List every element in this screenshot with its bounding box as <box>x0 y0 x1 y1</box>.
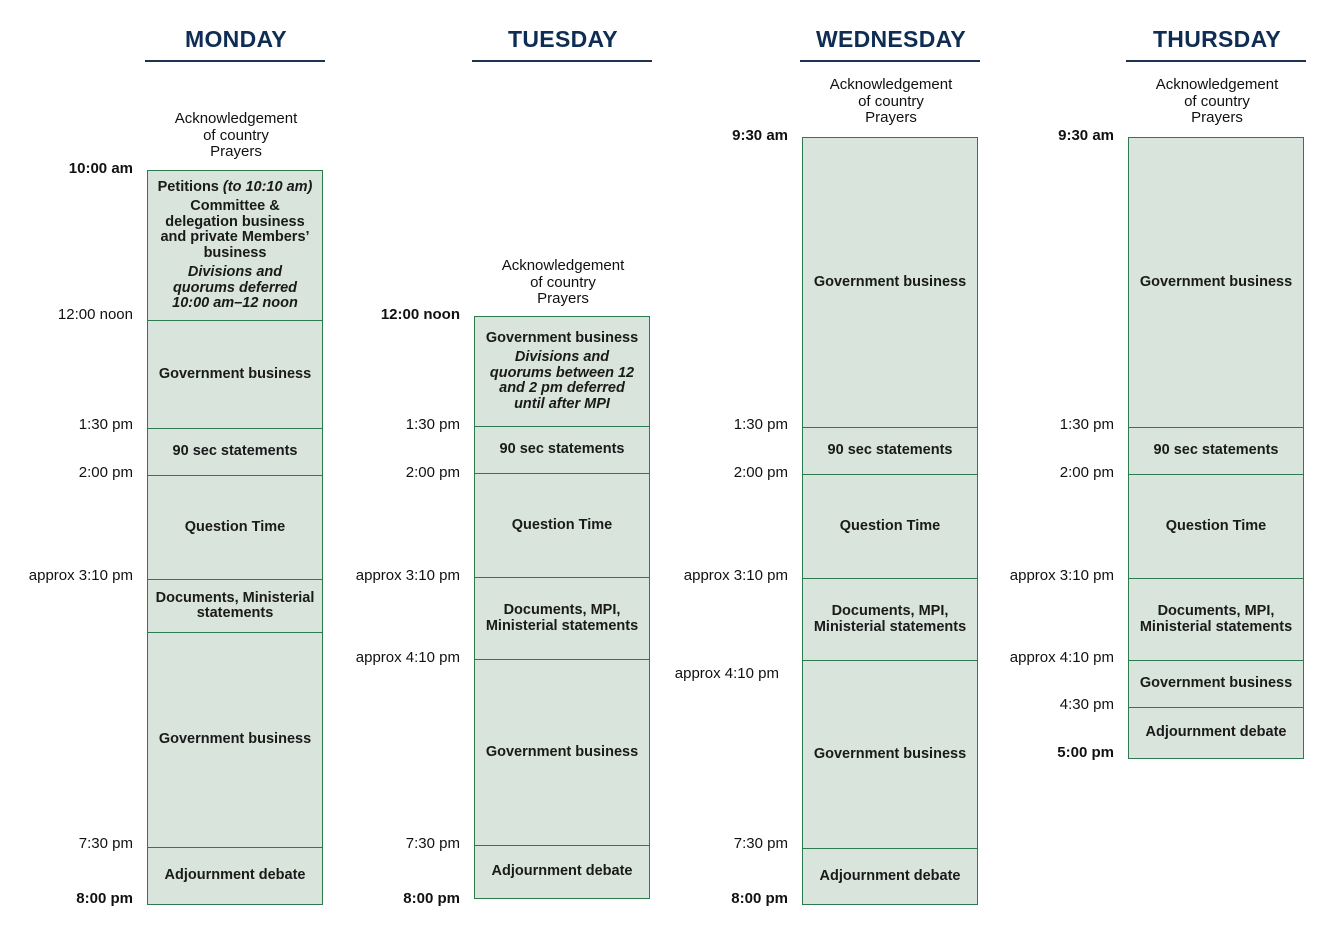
time-label: 2:00 pm <box>1059 464 1114 481</box>
monday-heading: MONDAY <box>185 26 287 52</box>
schedule-block <box>802 427 978 475</box>
block-text <box>810 604 970 635</box>
time-label: 1:30 pm <box>1059 416 1114 433</box>
opening-item: Acknowledgement <box>1155 76 1279 93</box>
thursday-heading: THURSDAY <box>1152 26 1282 52</box>
time-label: 2:00 pm <box>733 464 788 481</box>
block-text <box>155 199 315 261</box>
block-text-run: Government business <box>158 731 312 748</box>
block-text <box>482 350 642 412</box>
time-label: approx 4:10 pm <box>674 665 779 682</box>
block-text-run: Documents, MPI, Ministerial statements <box>1139 603 1293 635</box>
schedule-block <box>147 632 323 848</box>
block-text <box>155 591 315 622</box>
opening-item: of country <box>203 126 269 144</box>
opening-item: Prayers <box>1191 109 1243 126</box>
time-label: 8:00 pm <box>731 890 788 907</box>
thursday-heading-rule <box>1126 60 1306 62</box>
time-label: 7:30 pm <box>405 835 460 852</box>
schedule-block <box>802 578 978 661</box>
opening-item: of country <box>858 92 924 110</box>
time-label: 12:00 noon <box>380 306 460 323</box>
block-text-run: Divisions and quorums between 12 and 2 pm deferred until after MPI <box>489 349 635 412</box>
time-label: 1:30 pm <box>78 416 133 433</box>
block-text <box>1154 443 1279 459</box>
block-text-run: Documents, MPI, Ministerial statements <box>813 603 967 635</box>
block-text-run: Government business <box>485 743 639 760</box>
schedule-block <box>802 137 978 428</box>
schedule-block <box>802 848 978 905</box>
block-text <box>1146 725 1287 741</box>
block-text <box>820 869 961 885</box>
block-text-run: Adjournment debate <box>164 867 306 884</box>
time-label: 2:00 pm <box>78 464 133 481</box>
schedule-block <box>1128 474 1304 579</box>
time-label: 5:00 pm <box>1057 744 1114 761</box>
time-label: approx 4:10 pm <box>355 649 460 666</box>
block-text <box>828 443 953 459</box>
block-text-run: Government business <box>1139 675 1293 692</box>
schedule-block <box>802 474 978 579</box>
block-text <box>155 265 315 312</box>
schedule-block <box>147 428 323 476</box>
monday-opening-items <box>146 111 326 161</box>
block-text-run: 90 sec statements <box>827 442 953 459</box>
block-text <box>486 331 638 347</box>
schedule-block <box>474 577 650 660</box>
block-text <box>492 864 633 880</box>
time-label: 7:30 pm <box>78 835 133 852</box>
schedule-block <box>1128 707 1304 759</box>
schedule-block <box>474 659 650 846</box>
time-label: approx 3:10 pm <box>355 567 460 584</box>
opening-item: of country <box>530 273 596 291</box>
time-label: 9:30 am <box>732 127 788 144</box>
tuesday-heading-rule <box>472 60 652 62</box>
wednesday-heading-rule <box>800 60 980 62</box>
opening-item: Prayers <box>537 290 589 307</box>
block-text-run: Question Time <box>511 516 613 533</box>
schedule-block <box>147 475 323 580</box>
time-label: 7:30 pm <box>733 835 788 852</box>
block-text-run: Petitions <box>157 178 223 195</box>
block-text <box>500 442 625 458</box>
block-text <box>173 444 298 460</box>
block-text-run: Government business <box>813 745 967 762</box>
block-text-run: Question Time <box>839 517 941 534</box>
block-text <box>1136 604 1296 635</box>
time-label: 4:30 pm <box>1059 696 1114 713</box>
block-text-run: Documents, Ministerial statements <box>155 589 315 621</box>
block-text-run: (to 10:10 am) <box>222 178 313 195</box>
tuesday-opening-items <box>473 258 653 308</box>
schedule-block <box>474 316 650 427</box>
opening-item: Acknowledgement <box>829 76 953 93</box>
block-text-run: Divisions and quorums deferred 10:00 am–12 noon <box>172 264 298 311</box>
time-label: approx 3:10 pm <box>28 567 133 584</box>
time-label: 12:00 noon <box>57 306 133 323</box>
wednesday-opening-items <box>801 77 981 127</box>
opening-item: of country <box>1184 92 1250 110</box>
opening-item: Acknowledgement <box>174 110 298 127</box>
time-label: 8:00 pm <box>76 890 133 907</box>
time-label: 1:30 pm <box>405 416 460 433</box>
block-text-run: 90 sec statements <box>499 441 625 458</box>
opening-item: Prayers <box>865 109 917 126</box>
schedule-block <box>1128 578 1304 661</box>
schedule-block <box>147 320 323 429</box>
block-text-run: Government business <box>485 329 639 346</box>
block-text-run: 90 sec statements <box>1153 442 1279 459</box>
block-text-run: Committee & delegation business and private Members’ business <box>160 198 310 261</box>
schedule-block <box>474 473 650 578</box>
block-text-run: Government business <box>813 273 967 290</box>
block-text <box>486 745 638 761</box>
schedule-block <box>474 426 650 474</box>
block-text-run: Question Time <box>184 518 286 535</box>
block-text-run: 90 sec statements <box>172 443 298 460</box>
time-label: 8:00 pm <box>403 890 460 907</box>
tuesday-heading: TUESDAY <box>508 26 618 52</box>
opening-item: Acknowledgement <box>501 257 625 274</box>
block-text-run: Adjournment debate <box>1145 724 1287 741</box>
block-text <box>185 520 285 536</box>
schedule-block <box>147 170 323 321</box>
schedule-block <box>474 845 650 899</box>
time-label: 1:30 pm <box>733 416 788 433</box>
time-label: approx 3:10 pm <box>1009 567 1114 584</box>
block-text <box>814 747 966 763</box>
block-text <box>512 518 612 534</box>
time-label: 9:30 am <box>1058 127 1114 144</box>
block-text-run: Documents, MPI, Ministerial statements <box>485 602 639 634</box>
schedule-block <box>1128 660 1304 708</box>
schedule-block <box>1128 427 1304 475</box>
wednesday-heading: WEDNESDAY <box>815 26 967 52</box>
block-text-run: Adjournment debate <box>491 863 633 880</box>
schedule-block <box>802 660 978 849</box>
block-text-run: Adjournment debate <box>819 867 961 884</box>
opening-item: Prayers <box>210 143 262 160</box>
time-label: approx 3:10 pm <box>683 567 788 584</box>
block-text <box>482 603 642 634</box>
schedule-block <box>1128 137 1304 428</box>
schedule-block <box>147 847 323 905</box>
monday-heading-rule <box>145 60 325 62</box>
block-text <box>1140 676 1292 692</box>
block-text <box>159 367 311 383</box>
block-text <box>165 868 306 884</box>
block-text <box>158 180 313 196</box>
schedule-block <box>147 579 323 633</box>
block-text-run: Government business <box>1139 273 1293 290</box>
block-text <box>1140 275 1292 291</box>
time-label: 2:00 pm <box>405 464 460 481</box>
time-label: approx 4:10 pm <box>1009 649 1114 666</box>
block-text <box>1166 519 1266 535</box>
thursday-opening-items <box>1127 77 1307 127</box>
block-text-run: Government business <box>158 365 312 382</box>
block-text <box>159 732 311 748</box>
time-label: 10:00 am <box>68 160 133 177</box>
block-text <box>814 275 966 291</box>
block-text-run: Question Time <box>1165 517 1267 534</box>
block-text <box>840 519 940 535</box>
